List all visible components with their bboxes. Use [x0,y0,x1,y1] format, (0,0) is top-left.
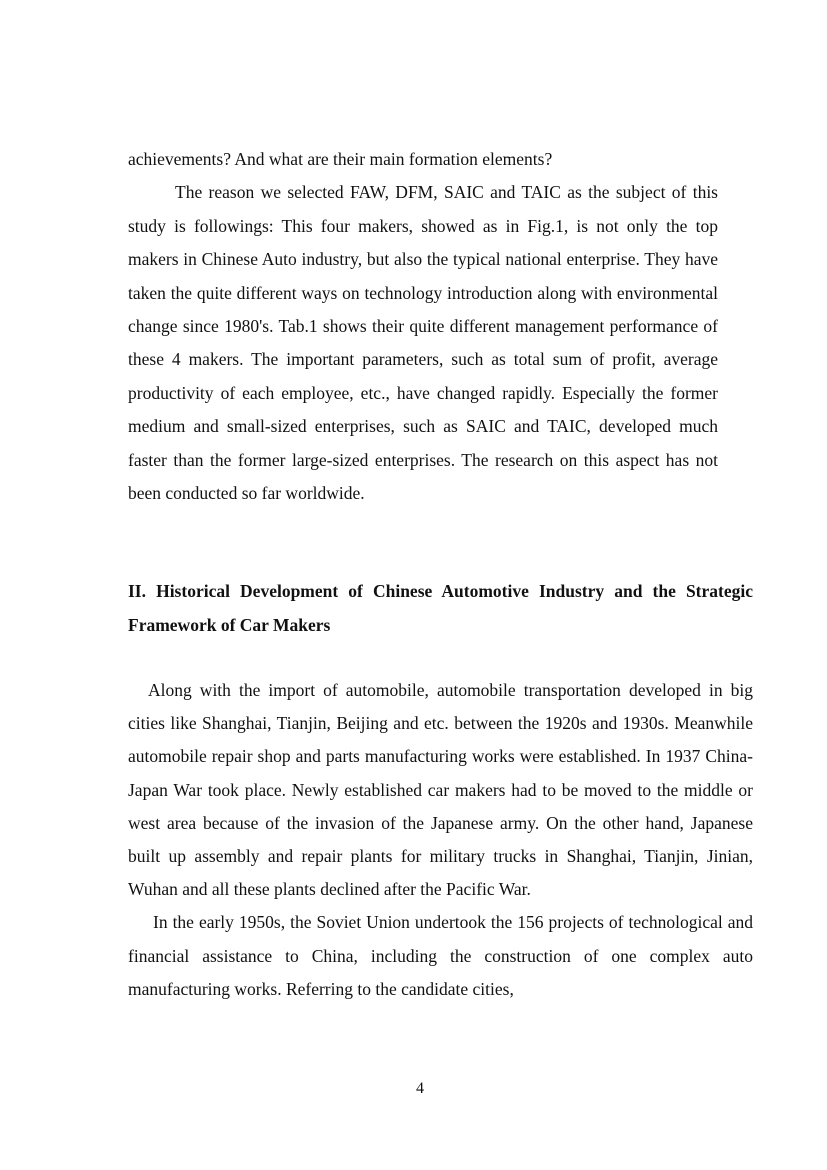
section-paragraph-2: In the early 1950s, the Soviet Union undertook the 156 projects of technological and financial assistance to China, including the construction of one complex auto manufacturing works. Referring to the candidate cities, [128,912,753,999]
section-body [128,674,753,1006]
intro-paragraph: The reason we selected FAW, DFM, SAIC and TAIC as the subject of this study is followings: This four makers, showed as in Fig.1, is not only the top makers in Chinese Auto industry, but also the typical national enterprise. They have taken the quite different ways on technology introduction along with environmental change since 1980's. Tab.1 shows their quite different management performance of these 4 makers. The important parameters, such as total sum of profit, average productivity of each employee, etc., have changed rapidly. Especially the former medium and small-sized enterprises, such as SAIC and TAIC, developed much faster than the former large-sized enterprises. The research on this aspect has not been conducted so far worldwide. [128,182,718,504]
section-paragraph-1: Along with the import of automobile, automobile transportation developed in big cities like Shanghai, Tianjin, Beijing and etc. between the 1920s and 1930s. Meanwhile automobile repair shop and parts manufacturing works were established. In 1937 China-Japan War took place. Newly established car makers had to be moved to the middle or west area because of the invasion of the Japanese army. On the other hand, Japanese built up assembly and repair plants for military trucks in Shanghai, Tianjin, Jinian, Wuhan and all these plants declined after the Pacific War. [128,680,753,900]
intro-block [128,143,718,510]
section-heading: II. Historical Development of Chinese Automotive Industry and the Strategic Framework of Car Makers [128,581,753,635]
continuation-line: achievements? And what are their main formation elements? [128,149,553,169]
page-number: 4 [416,1080,424,1097]
